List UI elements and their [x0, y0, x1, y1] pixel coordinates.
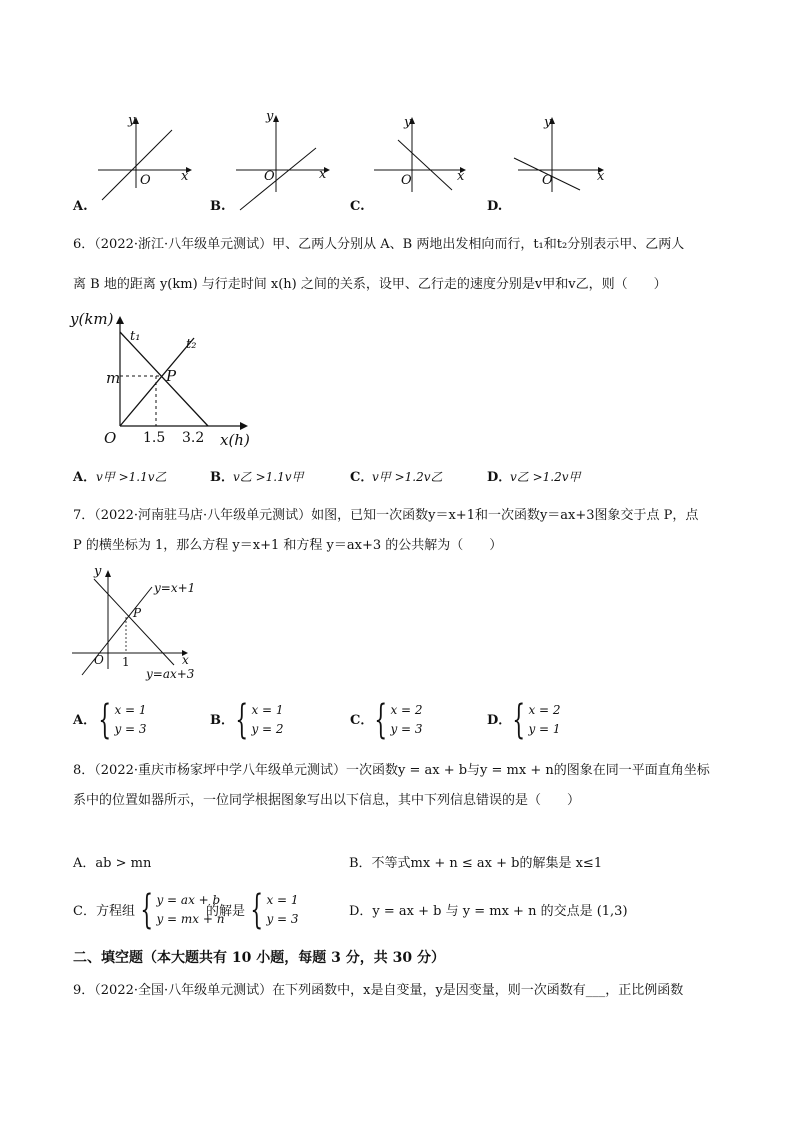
q7-option-c-system — [368, 697, 423, 743]
q8-option-c-row2: y = mx + n — [156, 912, 225, 926]
q7-graph-y: y — [94, 564, 102, 579]
q7-option-d-system — [506, 697, 561, 743]
q7-stem-line2: P 的横坐标为 1，那么方程 y＝x+1 和方程 y＝ax+3 的公共解为（ ） — [73, 538, 503, 553]
section-2-title: 二、填空题（本大题共有 10 小题，每题 3 分，共 30 分） — [73, 950, 445, 966]
q6-graph-t2: t₂ — [186, 337, 197, 352]
q7-option-a-row2: y = 3 — [114, 722, 147, 736]
q7-option-c-row1: x = 2 — [390, 703, 423, 717]
q5-d-o: O — [542, 173, 553, 188]
q8-option-c-solution — [244, 887, 299, 933]
q5-a-x: x — [181, 169, 189, 184]
q8-option-c-solution-row2: y = 3 — [266, 912, 299, 926]
q9-stem-line1: 9．（2022·全国·八年级单元测试）在下列函数中，x是自变量，y是因变量，则一次函数有___，正比例函数 — [73, 983, 684, 998]
q6-graph-xlabel: x(h) — [220, 431, 250, 449]
q5-c-y: y — [404, 115, 412, 130]
q8-option-c-mid: 的解是 — [206, 904, 246, 919]
q5-option-b: B. — [210, 199, 226, 214]
q8-option-d: D．y = ax + b 与 y = mx + n 的交点是 (1,3) — [349, 904, 628, 919]
q5-b-o: O — [264, 169, 275, 184]
q6-option-b-label: B． — [210, 470, 234, 485]
q7-option-c-label: C． — [350, 713, 374, 728]
q7-option-d-row2: y = 1 — [528, 722, 561, 736]
q7-option-a-label: A． — [73, 713, 97, 728]
q7-option-c-row2: y = 3 — [390, 722, 423, 736]
brace-icon: { — [235, 697, 249, 743]
q8-option-c-label: C．方程组 — [73, 904, 135, 919]
q6-stem-line1: 6．（2022·浙江·八年级单元测试）甲、乙两人分别从 A、B 两地出发相向而行，t₁和t₂分别表示甲、乙两人 — [73, 237, 685, 252]
q6-option-a-expr: v甲 >1.1v乙 — [96, 470, 167, 484]
q6-graph-tick-3-2: 3.2 — [182, 430, 205, 446]
q8-option-c-solution-row1: x = 1 — [266, 893, 299, 907]
q7-option-a-system — [92, 697, 147, 743]
q7-graph-p: P — [133, 606, 142, 620]
q6-option-d-expr: v乙 >1.2v甲 — [510, 470, 581, 484]
q7-option-d-row1: x = 2 — [528, 703, 561, 717]
q7-option-b-row1: x = 1 — [251, 703, 284, 717]
q8-option-b: B．不等式mx + n ≤ ax + b的解集是 x≤1 — [349, 856, 603, 871]
brace-icon: { — [140, 887, 154, 933]
q8-option-c-row1: y = ax + b — [156, 893, 221, 907]
q6-option-d-label: D． — [487, 470, 512, 485]
q5-a-o: O — [140, 173, 151, 188]
q7-option-b-label: B． — [210, 713, 234, 728]
q6-option-b-expr: v乙 >1.1v甲 — [233, 470, 304, 484]
brace-icon: { — [512, 697, 526, 743]
q5-d-x: x — [597, 169, 605, 184]
q6-graph-tick-1-5: 1.5 — [143, 430, 166, 446]
q7-option-a-row1: x = 1 — [114, 703, 147, 717]
q7-stem-line1: 7．（2022·河南驻马店·八年级单元测试）如图，已知一次函数y＝x+1和一次函数y＝ax+3图象交于点 P，点 — [73, 508, 699, 523]
brace-icon: { — [250, 887, 264, 933]
brace-icon: { — [374, 697, 388, 743]
q5-option-c: C. — [350, 199, 365, 214]
q6-graph-t1: t₁ — [130, 329, 141, 344]
q5-c-x: x — [457, 169, 465, 184]
q5-b-x: x — [319, 167, 327, 182]
q8-stem-line1: 8．（2022·重庆市杨家坪中学八年级单元测试）一次函数y = ax + b与y = mx + n的图象在同一平面直角坐标 — [73, 763, 710, 778]
q5-a-y: y — [128, 113, 136, 128]
q5-option-a: A. — [73, 199, 88, 214]
brace-icon: { — [98, 697, 112, 743]
q7-option-b-row2: y = 2 — [251, 722, 284, 736]
q6-option-c-label: C． — [350, 470, 374, 485]
q5-c-o: O — [401, 173, 412, 188]
q7-option-b-system — [229, 697, 284, 743]
q7-graph-line1: y=x+1 — [154, 581, 196, 595]
q6-graph-m: m — [106, 369, 121, 387]
q8-option-a: A．ab > mn — [73, 856, 152, 871]
q7-graph-origin: O — [94, 653, 104, 667]
q6-graph-p: P — [166, 367, 177, 385]
q7-graph-line2: y=ax+3 — [146, 667, 195, 681]
q6-graph-origin: O — [104, 429, 117, 447]
q6-graph-ylabel: y(km) — [70, 310, 114, 328]
q6-option-a-label: A． — [73, 470, 97, 485]
q7-graph-x: x — [182, 653, 189, 667]
q8-stem-line2: 系中的位置如器所示，一位同学根据图象写出以下信息，其中下列信息错误的是（ ） — [73, 793, 581, 808]
q5-option-d: D. — [487, 199, 503, 214]
q6-option-c-expr: v甲 >1.2v乙 — [372, 470, 443, 484]
q7-option-d-label: D． — [487, 713, 512, 728]
q6-stem-line2: 离 B 地的距离 y(km) 与行走时间 x(h) 之间的关系，设甲、乙行走的速度分别是v甲和v乙，则（ ） — [73, 277, 667, 292]
q5-b-y: y — [266, 109, 274, 124]
q5-d-y: y — [544, 115, 552, 130]
q7-graph-tick-1: 1 — [122, 655, 130, 669]
